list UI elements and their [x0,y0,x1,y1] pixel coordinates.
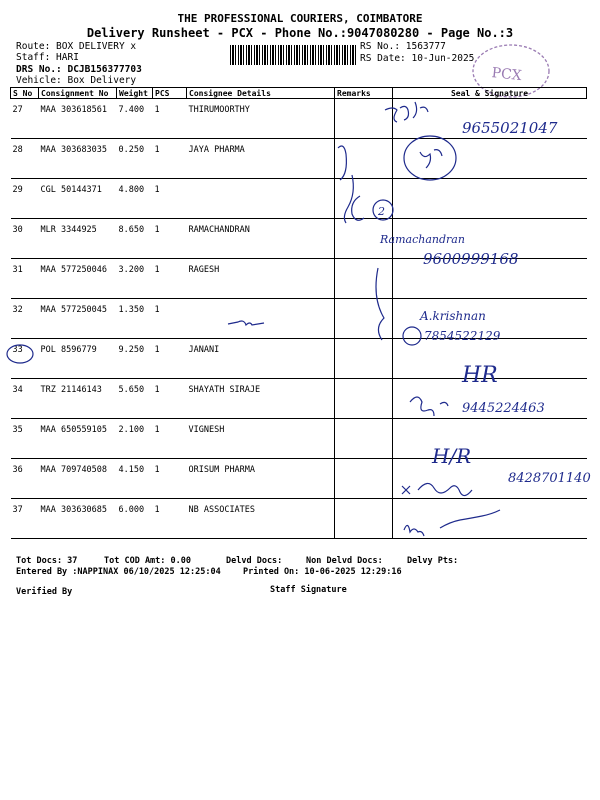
signature-37 [404,525,424,536]
total-cod: Tot COD Amt: 0.00 [104,556,191,566]
hook-stroke [338,146,364,223]
cell-consignment: MAA 577250046 [39,259,117,299]
col-signature: Seal & Signature [393,88,587,99]
cell-consignment: MAA 303630685 [39,499,117,539]
cell-weight: 3.200 [117,259,153,299]
rs-number: RS No.: 1563777 [360,41,446,52]
verified-by: Verified By [16,587,73,597]
col-consignment: Consignment No [39,88,117,99]
cell-consignee: JANANI [187,339,335,379]
cell-pcs: 1 [153,139,187,179]
cell-pcs: 1 [153,499,187,539]
handwritten-name-32: A.krishnan [420,309,486,323]
cell-weight: 2.100 [117,419,153,459]
cell-consignee: RAMACHANDRAN [187,219,335,259]
signature-34 [410,397,448,416]
circled-2-digit: 2 [378,205,385,218]
cell-consignee: NB ASSOCIATES [187,499,335,539]
cell-weight: 6.000 [117,499,153,539]
cell-sno: 31 [11,259,39,299]
delivery-points: Delvy Pts: [407,556,459,566]
cell-weight: 4.150 [117,459,153,499]
signature-28 [420,150,442,168]
row31-stroke [376,268,384,340]
cell-consignment: TRZ 21146143 [39,379,117,419]
cell-pcs: 1 [153,299,187,339]
runsheet-title: Delivery Runsheet - PCX - Phone No.:9047080280 - Page No.:3 [86,26,514,40]
cell-sno: 27 [11,99,39,139]
printed-on: Printed On: 10-06-2025 12:29:16 [243,567,402,577]
stamp-text: PCX [490,65,523,85]
cell-weight: 5.650 [117,379,153,419]
cell-sno: 32 [11,299,39,339]
cell-sno: 30 [11,219,39,259]
route-label: Route: BOX DELIVERY x [16,41,137,52]
cell-consignee: JAYA PHARMA [187,139,335,179]
cell-sno: 37 [11,499,39,539]
handwritten-mark-35: H/R [432,444,472,468]
signature-27 [385,102,428,122]
delivered-docs: Delvd Docs: [226,556,283,566]
handwritten-name-30: Ramachandran [380,233,465,246]
cell-sno: 34 [11,379,39,419]
drs-number: DRS No.: DCJB156377703 [16,64,142,75]
signature-36 [402,483,472,495]
col-consignee: Consignee Details [187,88,335,99]
non-delivered-docs: Non Delvd Docs: [306,556,383,566]
rs-date: RS Date: 10-Jun-2025 [360,53,475,64]
cell-weight: 4.800 [117,179,153,219]
cell-pcs: 1 [153,339,187,379]
company-name: THE PROFESSIONAL COURIERS, COIMBATORE [177,12,423,25]
cell-consignment: MAA 303683035 [39,139,117,179]
cell-weight: 1.350 [117,299,153,339]
cell-pcs: 1 [153,379,187,419]
cell-pcs: 1 [153,419,187,459]
cell-sno: 28 [11,139,39,179]
cell-sno: 33 [11,339,39,379]
cell-consignment: MAA 303618561 [39,99,117,139]
cell-weight: 8.650 [117,219,153,259]
signature-32-circle [403,327,421,345]
handwritten-phone-34: 9445224463 [462,401,545,416]
vehicle-label: Vehicle: Box Delivery [16,75,137,86]
cell-consignment: CGL 50144371 [39,179,117,219]
cell-consignee: SHAYATH SIRAJE [187,379,335,419]
cell-weight: 9.250 [117,339,153,379]
cell-consignment: MAA 577250045 [39,299,117,339]
cell-sno: 36 [11,459,39,499]
cell-weight: 0.250 [117,139,153,179]
cell-consignee: RAGESH [187,259,335,299]
handwritten-phone-36: 8428701140 [508,471,591,486]
staff-signature: Staff Signature [270,585,347,595]
cell-consignment: MAA 709740508 [39,459,117,499]
cell-pcs: 1 [153,259,187,299]
total-docs: Tot Docs: 37 [16,556,78,566]
cell-consignment: MLR 3344925 [39,219,117,259]
col-pcs: PCS [153,88,187,99]
cell-sno: 29 [11,179,39,219]
remark-scribble-32 [228,321,264,325]
cell-weight: 7.400 [117,99,153,139]
cell-pcs: 1 [153,179,187,219]
cell-consignee: THIRUMOORTHY [187,99,335,139]
handwritten-phone-27: 9655021047 [462,119,558,137]
staff-label: Staff: HARI [16,52,79,63]
scribble-37 [440,510,500,528]
col-remarks: Remarks [335,88,393,99]
cell-consignee: ORISUM PHARMA [187,459,335,499]
cell-pcs: 1 [153,459,187,499]
col-weight: Weight [117,88,153,99]
handwritten-mark-33: HR [462,363,498,388]
cell-consignee: VIGNESH [187,419,335,459]
cell-pcs: 1 [153,99,187,139]
cell-consignment: POL 8596779 [39,339,117,379]
cell-sno: 35 [11,419,39,459]
cell-consignment: MAA 650559105 [39,419,117,459]
cell-pcs: 1 [153,219,187,259]
col-sno: S No [11,88,39,99]
entered-by: Entered By :NAPPINAX 06/10/2025 12:25:04 [16,567,221,577]
handwritten-phone-32: 7854522129 [424,329,501,343]
handwritten-phone-31: 9600999168 [423,250,519,268]
